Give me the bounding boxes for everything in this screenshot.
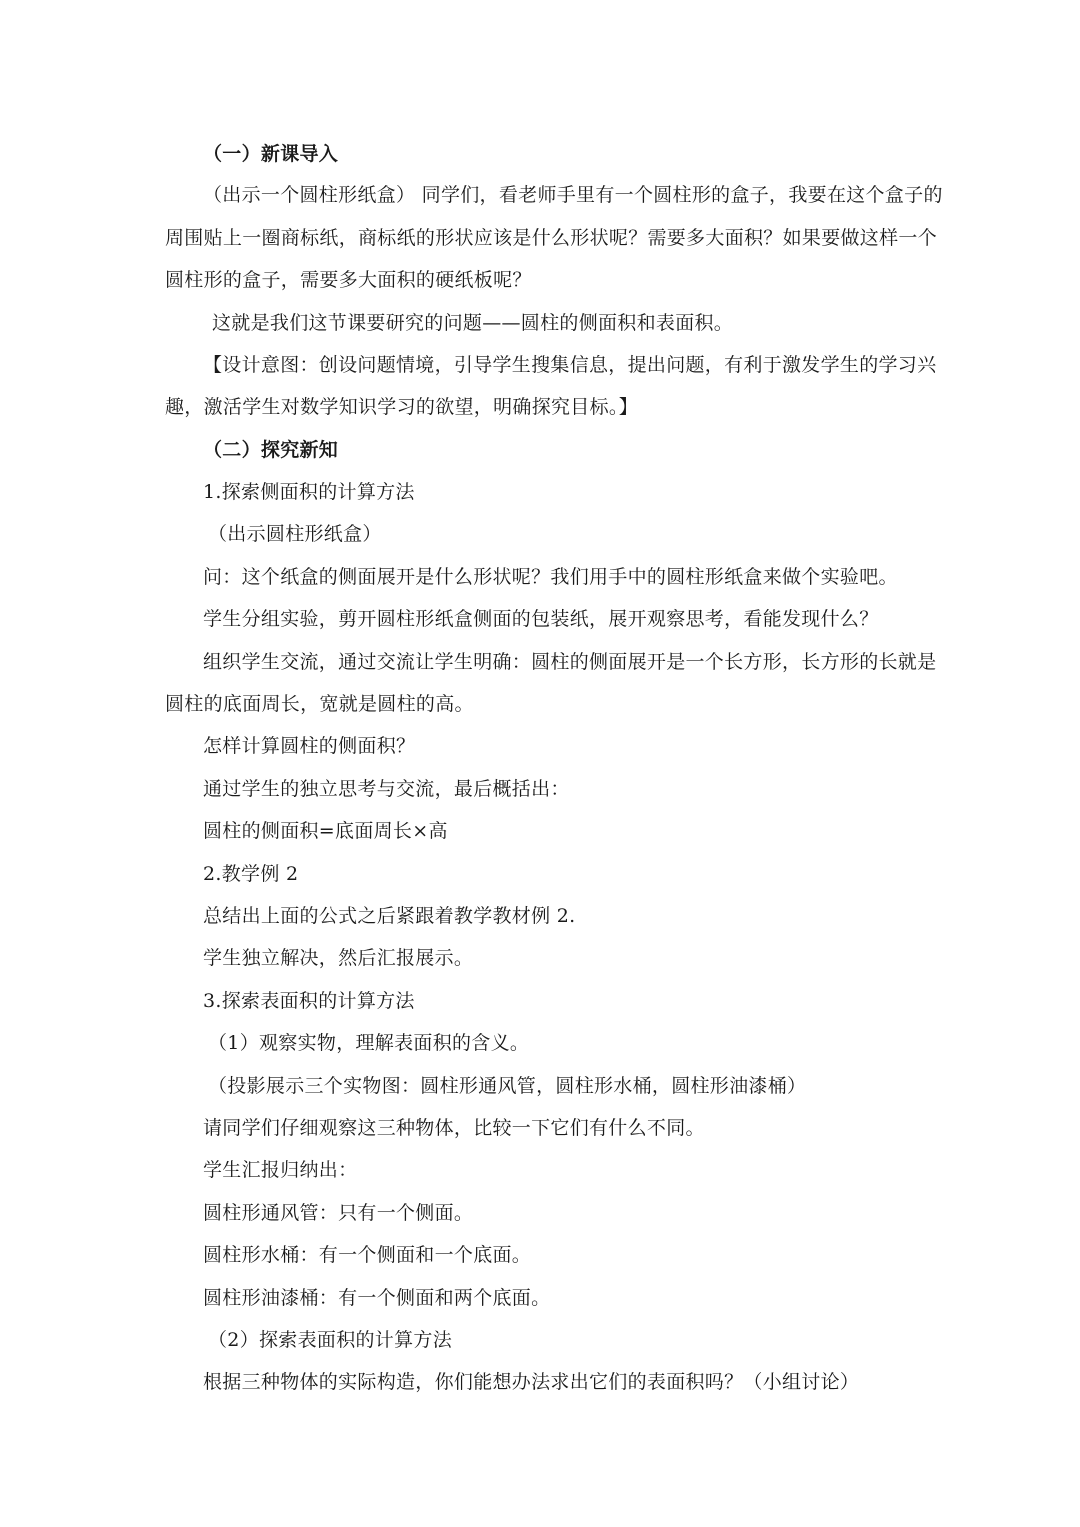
paragraph-line: （出示一个圆柱形纸盒） 同学们，看老师手里有一个圆柱形的盒子，我要在这个盒子的 <box>203 184 943 206</box>
list-item: 圆柱形通风管：只有一个侧面。 <box>203 1202 474 1224</box>
section-heading-explore: （二）探究新知 <box>203 439 339 461</box>
paragraph-line: 请同学们仔细观察这三种物体，比较一下它们有什么不同。 <box>203 1117 705 1139</box>
paragraph-line: 圆柱的底面周长，宽就是圆柱的高。 <box>165 693 474 715</box>
design-intent-line: 趣，激活学生对数学知识学习的欲望，明确探究目标。】 <box>165 396 639 418</box>
list-item: 圆柱形水桶：有一个侧面和一个底面。 <box>203 1244 532 1266</box>
paragraph-line: 通过学生的独立思考与交流，最后概括出： <box>203 778 570 800</box>
paragraph-line: （2）探索表面积的计算方法 <box>208 1329 452 1351</box>
paragraph-line: 组织学生交流，通过交流让学生明确：圆柱的侧面展开是一个长方形，长方形的长就是 <box>203 651 937 673</box>
paragraph-line: 学生汇报归纳出： <box>203 1159 358 1181</box>
subsection-title: 2.教学例 2 <box>203 863 299 885</box>
paragraph-line: 学生分组实验，剪开圆柱形纸盒侧面的包装纸，展开观察思考，看能发现什么？ <box>203 608 879 630</box>
paragraph-line: （出示圆柱形纸盒） <box>208 523 382 545</box>
section-heading-new-lesson: （一）新课导入 <box>203 143 339 165</box>
paragraph-line: 圆柱形的盒子，需要多大面积的硬纸板呢？ <box>165 269 532 291</box>
subsection-title: 1.探索侧面积的计算方法 <box>203 481 415 503</box>
formula-line: 圆柱的侧面积=底面周长×高 <box>203 820 448 842</box>
list-item: 圆柱形油漆桶：有一个侧面和两个底面。 <box>203 1287 551 1309</box>
paragraph-line: 周围贴上一圈商标纸，商标纸的形状应该是什么形状呢？需要多大面积？如果要做这样一个 <box>165 227 938 249</box>
paragraph-line: （1）观察实物，理解表面积的含义。 <box>208 1032 530 1054</box>
design-intent-line: 【设计意图：创设问题情境，引导学生搜集信息，提出问题，有利于激发学生的学习兴 <box>203 354 937 376</box>
paragraph-line: 总结出上面的公式之后紧跟着教学教材例 2. <box>203 905 576 927</box>
paragraph-line: 这就是我们这节课要研究的问题——圆柱的侧面积和表面积。 <box>212 312 734 334</box>
paragraph-line: 怎样计算圆柱的侧面积？ <box>203 735 416 757</box>
subsection-title: 3.探索表面积的计算方法 <box>203 990 415 1012</box>
paragraph-line: 学生独立解决，然后汇报展示。 <box>203 947 474 969</box>
paragraph-line: 问：这个纸盒的侧面展开是什么形状呢？我们用手中的圆柱形纸盒来做个实验吧。 <box>203 566 898 588</box>
paragraph-line: （投影展示三个实物图：圆柱形通风管，圆柱形水桶，圆柱形油漆桶） <box>208 1075 807 1097</box>
paragraph-line: 根据三种物体的实际构造，你们能想办法求出它们的表面积吗？（小组讨论） <box>203 1371 860 1393</box>
